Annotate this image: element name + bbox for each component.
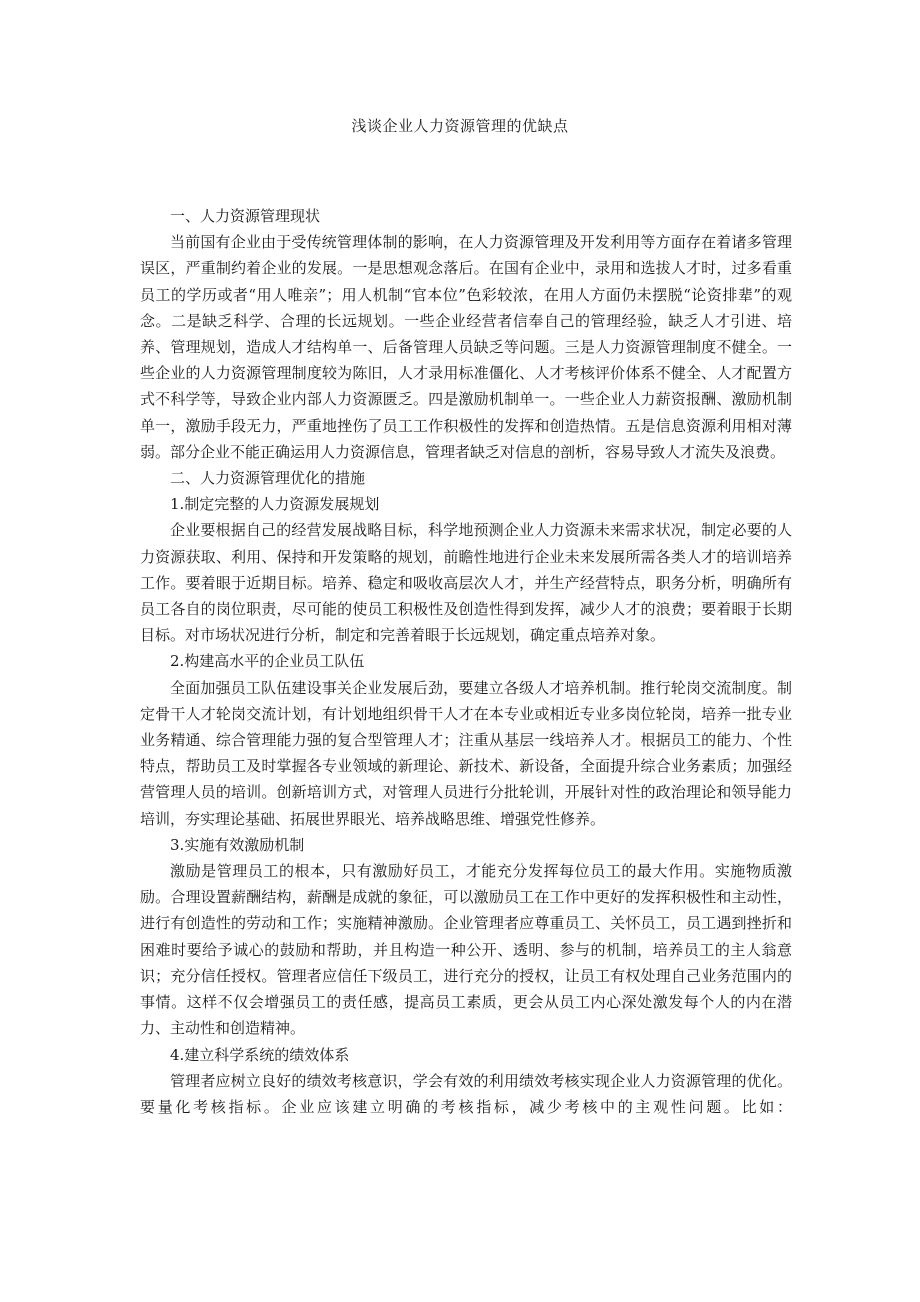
document-title: 浅谈企业人力资源管理的优缺点	[351, 117, 569, 135]
paragraph-incentive: 激励是管理员工的根本，只有激励好员工，才能充分发挥每位员工的最大作用。实施物质激励。合理设置薪酬结构，薪酬是成就的象征，可以激励员工在工作中更好的发挥积极性和主动性，进行有创造性的劳动和工作；实施精神激励。企业管理者应尊重员工、关怀员工，员工遇到挫折和困难时要给予诚心的鼓励和帮助，并且构造一种公开、透明、参与的机制，培养员工的主人翁意识；充分信任授权。管理者应信任下级员工，进行充分的授权，让员工有权处理自己业务范围内的事情。这样不仅会增强员工的责任感，提高员工素质，更会从员工内心深处激发每个人的内在潜力、主动性和创造精神。	[140, 862, 792, 1038]
paragraph-plan: 企业要根据自己的经营发展战略目标，科学地预测企业人力资源未来需求状况，制定必要的人力资源获取、利用、保持和开发策略的规划，前瞻性地进行企业未来发展所需各类人才的培训培养工作。要着眼于近期目标。培养、稳定和吸收高层次人才，并生产经营特点，职务分析，明确所有员工各自的岗位职责，尽可能的使员工积极性及创造性得到发挥，减少人才的浪费；要着眼于长期目标。对市场状况进行分析，制定和完善着眼于长远规划，确定重点培养对象。	[140, 521, 792, 645]
paragraph-performance: 管理者应树立良好的绩效考核意识，学会有效的利用绩效考核实现企业人力资源管理的优化。要量化考核指标。企业应该建立明确的考核指标，减少考核中的主观性问题。比如：	[140, 1071, 792, 1116]
paragraph-status: 当前国有企业由于受传统管理体制的影响，在人力资源管理及开发利用等方面存在着诸多管理误区，严重制约着企业的发展。一是思想观念落后。在国有企业中，录用和选拔人才时，过多看重员工的学历或者“用人唯亲”；用人机制“官本位”色彩较浓，在用人方面仍未摆脱“论资排辈”的观念。二是缺乏科学、合理的长远规划。一些企业经营者信奉自己的管理经验，缺乏人才引进、培养、管理规划，造成人才结构单一、后备管理人员缺乏等问题。三是人力资源管理制度不健全。一些企业的人力资源管理制度较为陈旧，人才录用标准僵化、人才考核评价体系不健全、人才配置方式不科学等，导致企业内部人力资源匮乏。四是激励机制单一。一些企业人力薪资报酬、激励机制单一，激励手段无力，严重地挫伤了员工工作积极性的发挥和创造热情。五是信息资源利用相对薄弱。部分企业不能正确运用人力资源信息，管理者缺乏对信息的剖析，容易导致人才流失及浪费。	[140, 233, 792, 461]
subheading-team: 2.构建高水平的企业员工队伍	[170, 652, 365, 671]
paragraph-team: 全面加强员工队伍建设事关企业发展后劲，要建立各级人才培养机制。推行轮岗交流制度。制定骨干人才轮岗交流计划，有计划地组织骨干人才在本专业或相近专业多岗位轮岗，培养一批专业业务精通、综合管理能力强的复合型管理人才；注重从基层一线培养人才。根据员工的能力、个性特点，帮助员工及时掌握各专业领域的新理论、新技术、新设备，全面提升综合业务素质；加强经营管理人员的培训。创新培训方式，对管理人员进行分批轮训，开展针对性的政治理论和领导能力培训，夯实理论基础、拓展世界眼光、培养战略思维、增强党性修养。	[140, 678, 792, 828]
document-body	[140, 203, 792, 1120]
subheading-incentive: 3.实施有效激励机制	[170, 835, 305, 854]
subheading-plan: 1.制定完整的人力资源发展规划	[170, 495, 380, 514]
section-heading-measures: 二、人力资源管理优化的措施	[170, 469, 366, 488]
subheading-performance: 4.建立科学系统的绩效体系	[170, 1045, 350, 1064]
section-heading-status: 一、人力资源管理现状	[170, 207, 321, 225]
